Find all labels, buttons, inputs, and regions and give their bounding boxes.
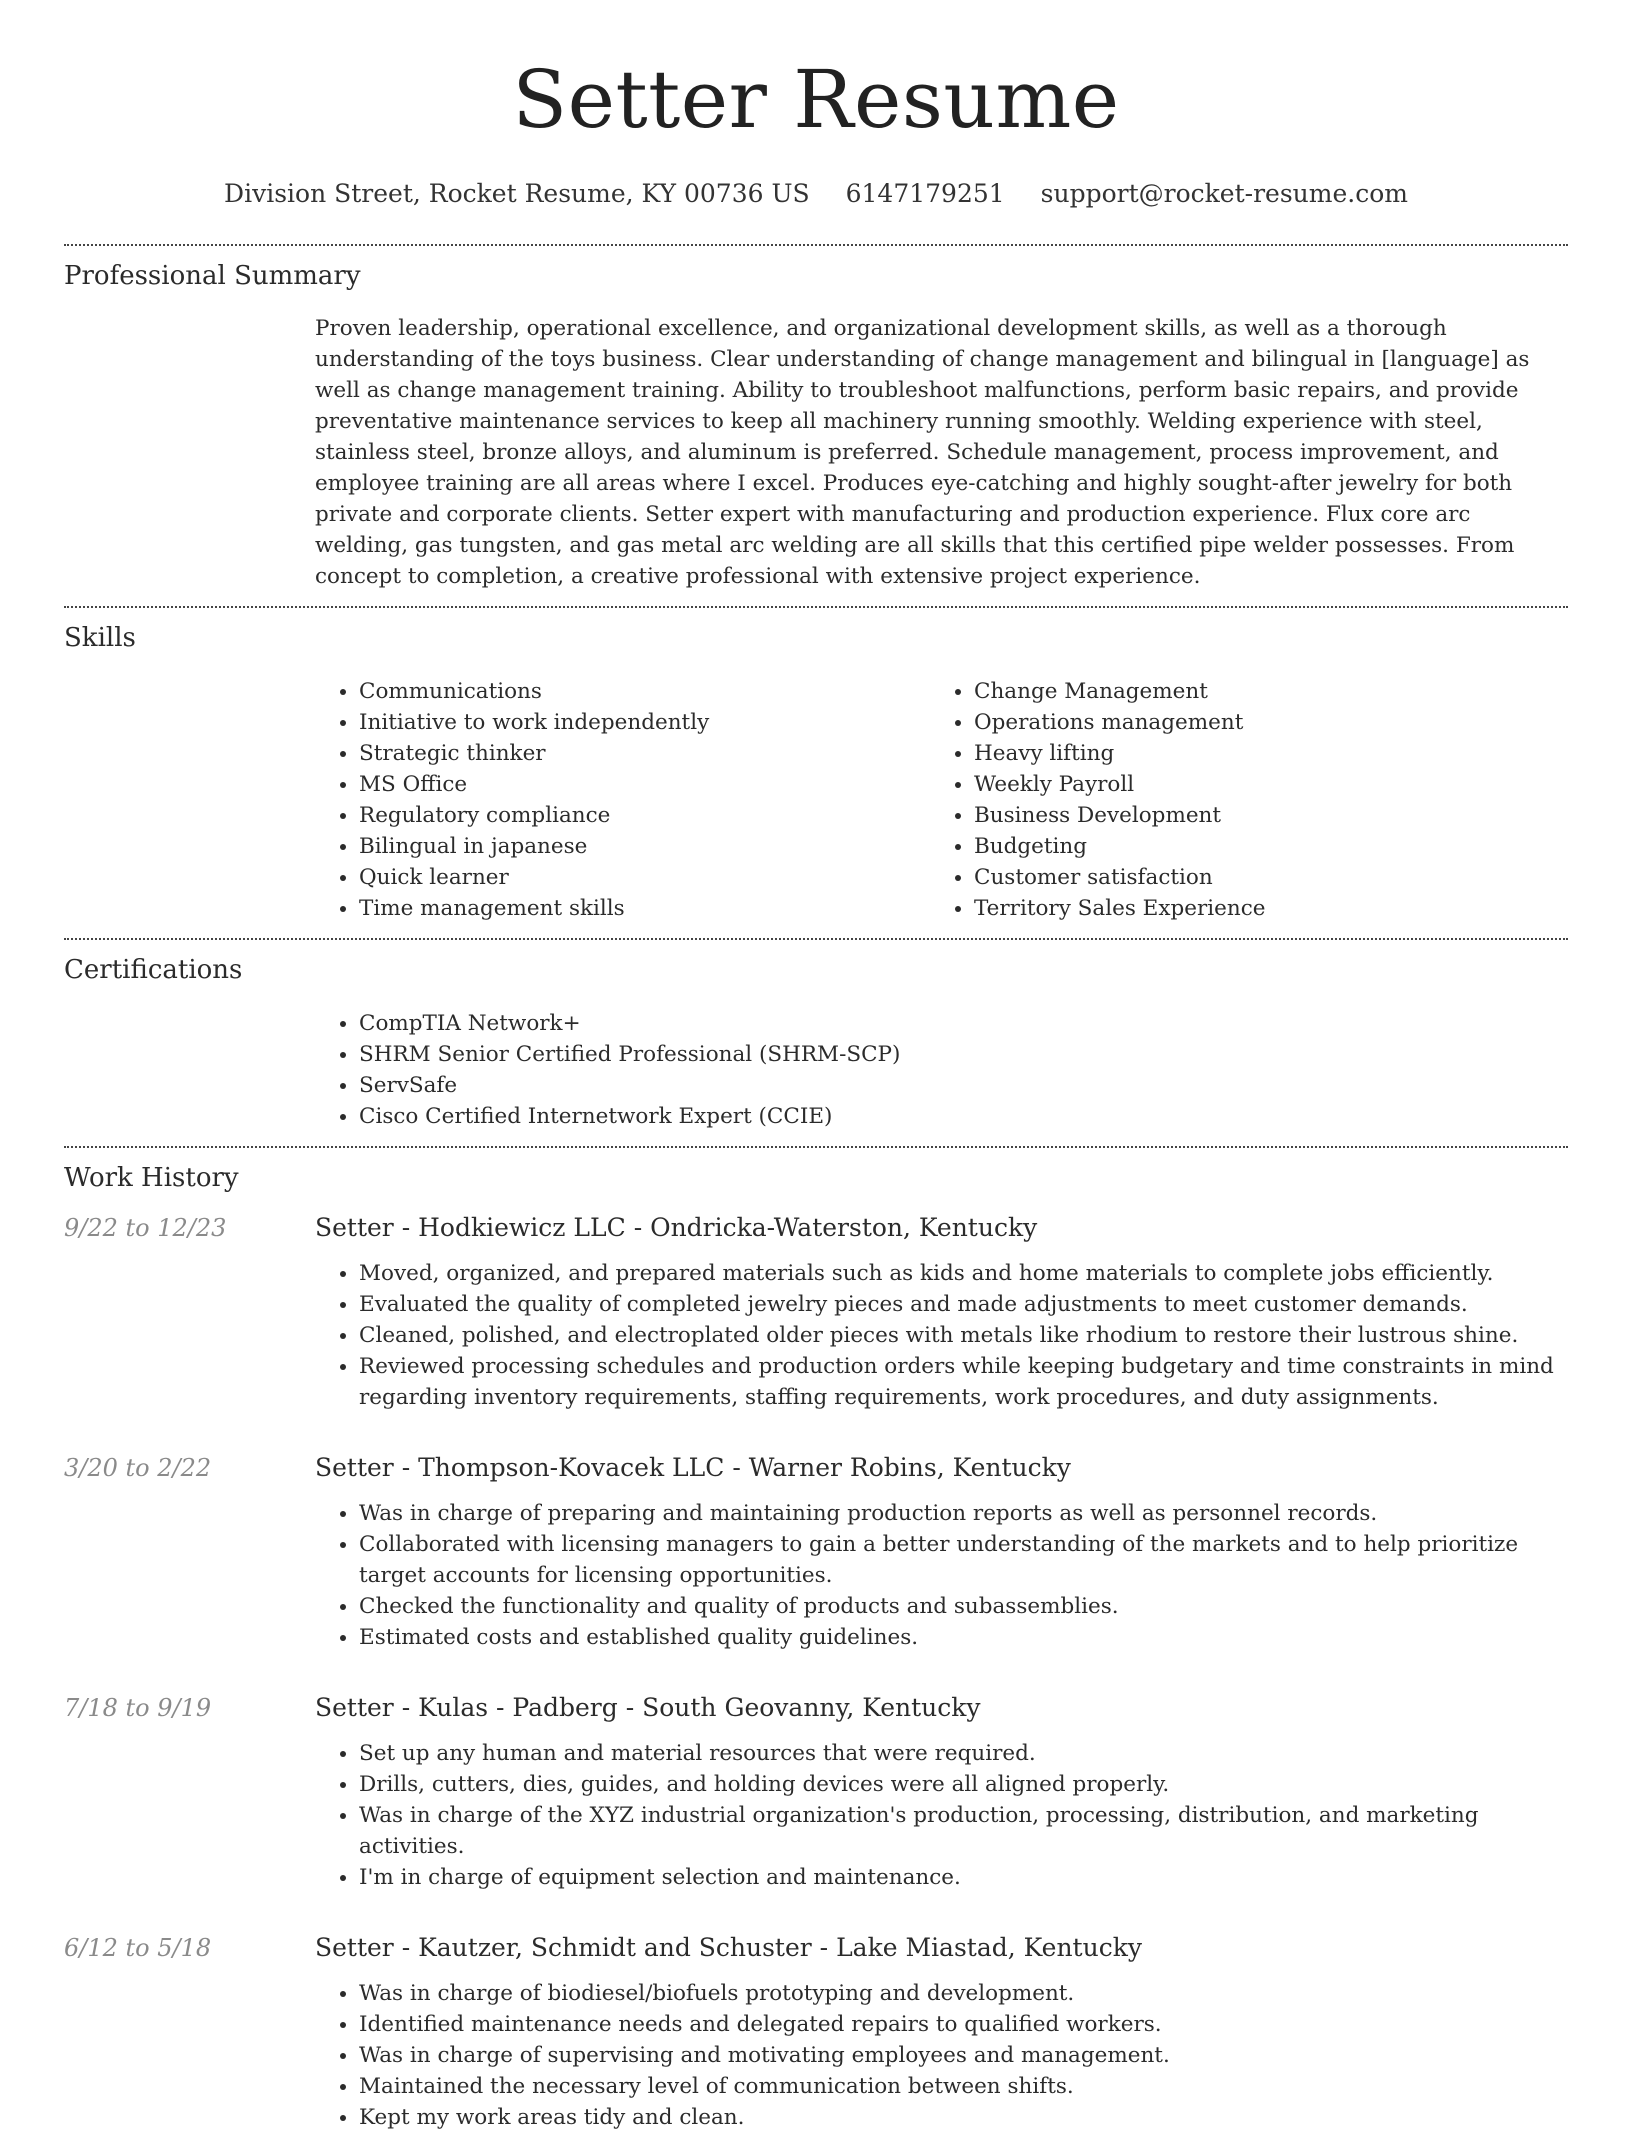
section-title-work-history: Work History [64, 1163, 239, 1193]
job-bullet: • Maintained the necessary level of communication between shifts. [359, 2071, 1568, 2102]
skills-list-right [930, 676, 1568, 924]
skill-item: • Business Development [974, 800, 1568, 831]
job-bullet: • Was in charge of supervising and motivating employees and management. [359, 2040, 1568, 2071]
skill-item: • Weekly Payroll [974, 769, 1568, 800]
job-dates: 7/18 to 9/19 [64, 1694, 212, 1722]
section-title-certifications: Certifications [64, 955, 243, 985]
job-bullet: • Set up any human and material resources that were required. [359, 1738, 1568, 1769]
skill-item: • Time management skills [359, 893, 930, 924]
job-body [315, 1212, 1568, 1413]
job-bullet: • Estimated costs and established quality guidelines. [359, 1622, 1568, 1653]
skill-item: • Budgeting [974, 831, 1568, 862]
job-bullet: • Moved, organized, and prepared materials such as kids and home materials to complete jobs efficiently. [359, 1258, 1568, 1289]
skill-item: • Bilingual in japanese [359, 831, 930, 862]
job-body [315, 1932, 1568, 2133]
skills-grid [315, 654, 1568, 938]
skill-item: • Strategic thinker [359, 738, 930, 769]
skill-item: • Initiative to work independently [359, 707, 930, 738]
job-bullet: • Collaborated with licensing managers to gain a better understanding of the markets and to help prioritize target accounts for licensing opportunities. [359, 1529, 1568, 1591]
job-entry [64, 1932, 1568, 2133]
skill-item: • Heavy lifting [974, 738, 1568, 769]
contact-email[interactable]: support@rocket-resume.com [1040, 179, 1408, 208]
job-bullet: • Was in charge of the XYZ industrial organization's production, processing, distribution, and marketing activities. [359, 1800, 1568, 1862]
section-title-summary: Professional Summary [64, 261, 361, 291]
certification-item: • SHRM Senior Certified Professional (SHRM-SCP) [359, 1039, 1568, 1070]
contact-line [64, 178, 1568, 210]
skill-item: • Communications [359, 676, 930, 707]
certifications-block [315, 986, 1568, 1146]
job-entry [64, 1212, 1568, 1413]
job-title: Setter - Kulas - Padberg - South Geovanny, Kentucky [315, 1693, 981, 1722]
skills-list-left [315, 676, 930, 924]
job-bullet: • Reviewed processing schedules and production orders while keeping budgetary and time constraints in mind regarding inventory requirements, staffing requirements, work procedures, and duty assignments. [359, 1351, 1568, 1413]
skill-item: • Territory Sales Experience [974, 893, 1568, 924]
job-entry [64, 1692, 1568, 1893]
skill-item: • Change Management [974, 676, 1568, 707]
certifications-section [64, 940, 1568, 1146]
job-bullet: • Identified maintenance needs and delegated repairs to qualified workers. [359, 2009, 1568, 2040]
certification-item: • ServSafe [359, 1070, 1568, 1101]
job-dates: 9/22 to 12/23 [64, 1214, 227, 1242]
job-bullets [315, 1738, 1568, 1893]
job-title: Setter - Thompson-Kovacek LLC - Warner Robins, Kentucky [315, 1453, 1071, 1482]
job-bullets [315, 1498, 1568, 1653]
skill-item: • Quick learner [359, 862, 930, 893]
job-bullet: • Was in charge of biodiesel/biofuels prototyping and development. [359, 1978, 1568, 2009]
contact-address: Division Street, Rocket Resume, KY 00736 US [224, 179, 810, 208]
job-bullet: • Evaluated the quality of completed jewelry pieces and made adjustments to meet customer demands. [359, 1289, 1568, 1320]
job-entry [64, 1452, 1568, 1653]
job-bullet: • Cleaned, polished, and electroplated older pieces with metals like rhodium to restore their lustrous shine. [359, 1320, 1568, 1351]
job-bullet: • Drills, cutters, dies, guides, and holding devices were all aligned properly. [359, 1769, 1568, 1800]
job-dates: 3/20 to 2/22 [64, 1454, 212, 1482]
job-body [315, 1692, 1568, 1893]
job-body [315, 1452, 1568, 1653]
summary-text: Proven leadership, operational excellence, and organizational development skills, as well as a thorough understanding of the toys business. Clear understanding of change management and bilingual in [language] as well as change management training. Ability to troubleshoot malfunctions, perform basic repairs, and provide preventative maintenance services to keep all machinery running smoothly. Welding experience with steel, stainless steel, bronze alloys, and aluminum is preferred. Schedule management, process improvement, and employee training are all areas where I excel. Produces eye-catching and highly sought-after jewelry for both private and corporate clients. Setter expert with manufacturing and production experience. Flux core arc welding, gas tungsten, and gas metal arc welding are all skills that this certified pipe welder possesses. From concept to completion, a creative professional with extensive project experience. [315, 316, 1530, 589]
job-title: Setter - Hodkiewicz LLC - Ondricka-Waterston, Kentucky [315, 1213, 1038, 1242]
job-bullet: • I'm in charge of equipment selection and maintenance. [359, 1862, 1568, 1893]
skills-section [64, 608, 1568, 938]
certification-item: • CompTIA Network+ [359, 1008, 1568, 1039]
job-title: Setter - Kautzer, Schmidt and Schuster - Lake Miastad, Kentucky [315, 1933, 1142, 1962]
certification-item: • Cisco Certified Internetwork Expert (CCIE) [359, 1101, 1568, 1132]
section-title-skills: Skills [64, 623, 136, 653]
job-bullet: • Was in charge of preparing and maintaining production reports as well as personnel records. [359, 1498, 1568, 1529]
work-history-section [64, 1148, 1568, 2143]
job-bullets [315, 1258, 1568, 1413]
job-bullets [315, 1978, 1568, 2133]
certifications-list [315, 1008, 1568, 1132]
resume-name: Setter Resume [512, 53, 1120, 146]
job-bullet: • Kept my work areas tidy and clean. [359, 2102, 1568, 2133]
job-dates: 6/12 to 5/18 [64, 1934, 212, 1962]
skill-item: • MS Office [359, 769, 930, 800]
skill-item: • Customer satisfaction [974, 862, 1568, 893]
skill-item: • Operations management [974, 707, 1568, 738]
contact-phone: 6147179251 [845, 179, 1005, 208]
summary-section [64, 246, 1568, 606]
skill-item: • Regulatory compliance [359, 800, 930, 831]
job-bullet: • Checked the functionality and quality of products and subassemblies. [359, 1591, 1568, 1622]
